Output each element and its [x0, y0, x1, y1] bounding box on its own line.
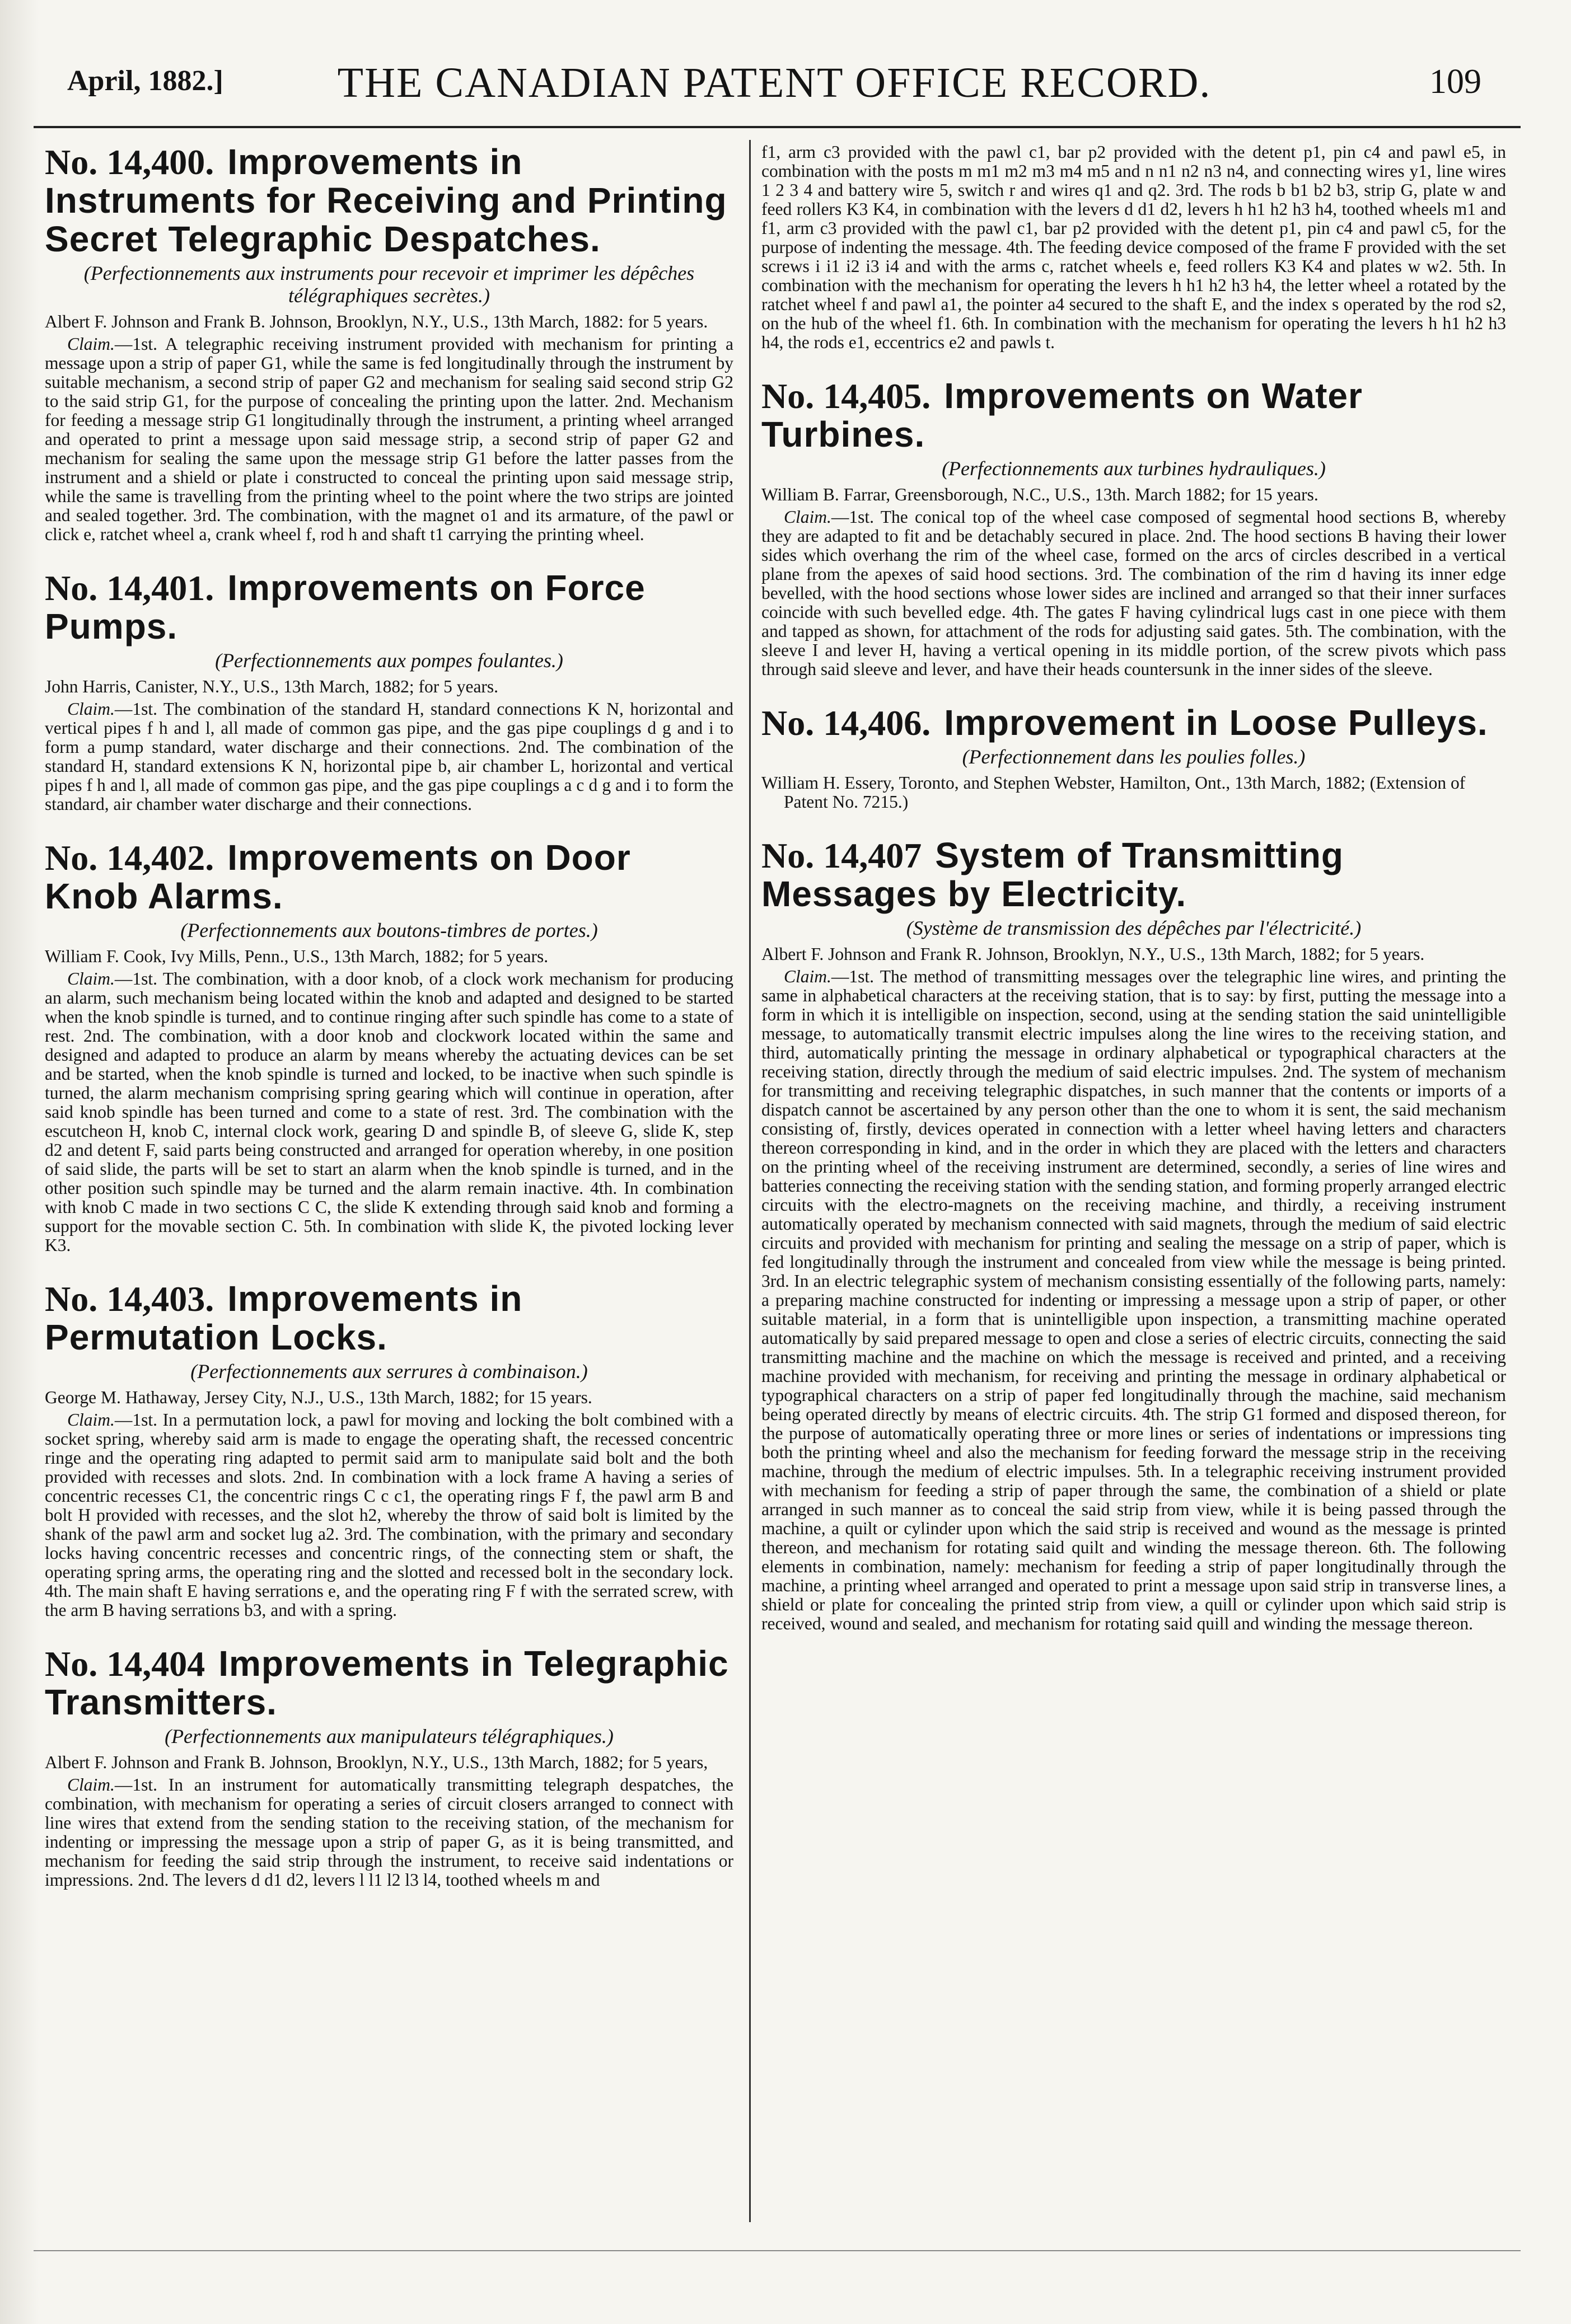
- patent-entry-14403: [45, 1280, 733, 1620]
- claim-label: Claim.: [784, 507, 831, 527]
- claim-body: —1st. In a permutation lock, a pawl for moving and locking the bolt combined with a socket spring, whereby said arm is made to engage the operating shaft, the recessed concentric ringe and the operating ring adapted to permit said arm to manipulate said bolt and the both provided with recesses and slots. 2nd. In combination with a lock frame A having a series of concentric recesses C1, the concentric rings C c c1, the operating rings F f, the pawl arm B and bolt H provided with recesses, and the slot h2, whereby the throw of said bolt is limited by the shank of the pawl arm and socket lug a2. 3rd. The combination, with the primary and secondary locks having concentric recesses and concentric rings, of the connecting stem or shaft, the operating spring arms, the operating ring and the slotted and recessed bolt in the secondary lock. 4th. The main shaft E having serrations e, and the operating ring F f with the serrated screw, with the arm B having serrations b3, and with a spring.: [45, 1410, 733, 1620]
- header-title: THE CANADIAN PATENT OFFICE RECORD.: [337, 59, 1212, 106]
- patent-number: No. 14,406.: [761, 703, 931, 743]
- patent-title: Improvements on Force Pumps.: [45, 568, 646, 646]
- entry-heading: [45, 569, 733, 646]
- french-title: (Perfectionnements aux boutons-timbres de portes.): [180, 919, 598, 941]
- inventors: Albert F. Johnson and Frank B. Johnson, Brooklyn, N.Y., U.S., 13th March, 1882: for 5 years.: [45, 312, 708, 331]
- entry-heading: [45, 1280, 733, 1357]
- patent-title: Improvements on Water Turbines.: [761, 376, 1363, 455]
- claim-body: —1st. In an instrument for automatically transmitting telegraph despatches, the combination, with mechanism for operating a series of circuit closers arranged to connect with line wires that extend from the sending station to the receiving station, of the mechanism for indenting or impressing the message upon a strip of paper G, as it is being transmitted, and mechanism for feeding the said strip through the instrument, to receive said indentations or impressions. 2nd. The levers d d1 d2, levers l l1 l2 l3 l4, toothed wheels m and: [45, 1775, 733, 1890]
- claim-text: [45, 700, 733, 814]
- claim-label: Claim.: [67, 1775, 115, 1794]
- entry-heading: [761, 377, 1506, 454]
- claim-body: —1st. The combination of the standard H, standard connections K N, horizontal and vertical pipes f h and l, all made of common gas pipe, and the gas pipe couplings d g and i to form a pump standard, water discharge and their connections. 2nd. The combination of the standard H, standard extensions K N, horizontal pipe b, air chamber L, horizontal and vertical pipes f h and l, all made of common gas pipe, and the gas pipe couplings a c d g and i to form the standard, air chamber water discharge and their connections.: [45, 699, 733, 814]
- french-title: (Perfectionnements aux pompes foulantes.): [215, 649, 563, 672]
- claim-text: [45, 335, 733, 544]
- patent-entry-14404-continued: [761, 143, 1506, 352]
- claim-label: Claim.: [67, 334, 115, 354]
- patent-title: Improvements in Telegraphic Transmitters.: [45, 1643, 729, 1722]
- column-divider: [749, 140, 751, 2222]
- french-title: (Système de transmission des dépêches par l'électricité.): [906, 917, 1362, 939]
- claim-label: Claim.: [67, 699, 115, 719]
- claim-body: f1, arm c3 provided with the pawl c1, bar p2 provided with the detent p1, pin c4 and pawl e5, in combination with the posts m m1 m2 m3 m4 m5 and n n1 n2 n3 n4, and connecting wires y1, line wires 1 2 3 4 and battery wire 5, switch r and wires q1 and q2. 3rd. The rods b b1 b2 b3, strip G, plate w and feed rollers K3 K4, in combination with the levers d d1 d2, levers h h1 h2 h3 h4, toothed wheels m1 and f1, arm c3 provided with the pawl c1, bar p2 provided with the detent p1, pin c4 and pawl c5, for the purpose of indenting the message. 4th. The feeding device composed of the frame F provided with the set screws i i1 i2 i3 i4 and with the arms c, ratchet wheels e, feed rollers K3 K4 and plates w w2. 5th. In combination with the mechanism for operating the levers h h1 h2 h3 h4, the letter wheel a rotated by the ratchet wheel f and pawl a1, the pointer a4 secured to the shaft E, and the index s operated by the rod s2, on the hub of the wheel f1. 6th. In combination with the mechanism for operating the levers h h1 h2 h3 h4, the rods e1, eccentrics e2 and pawls t.: [761, 142, 1506, 352]
- claim-body: —1st. The combination, with a door knob, of a clock work mechanism for producing an alarm, such mechanism being located within the knob and adapted and designed to be started when the knob spindle is turned, and to continue ringing after such spindle has come to a state of rest. 2nd. The combination, with a door knob and clockwork located within the same and designed and adapted to produce an alarm by means whereby the actuating devices can be set and be started, when the knob spindle is turned and locked, to be inactive when such spindle is turned, the alarm mechanism comprising spring gearing which will continue in operation, after said knob spindle has been turned and come to a state of rest. 3rd. The combination with the escutcheon H, knob C, internal clock work, gearing D and spindle B, of sleeve G, slide K, step d2 and detent F, said parts being constructed and arranged for operation whereby, in one position of said slide, the parts will be set to start an alarm when the knob spindle is turned, and in the other position such spindle may be turned and the alarm remain inactive. 4th. In combination with knob C made in two sections C C, the slide K extending through said knob and forming a support for the movable section C. 5th. In combination with slide K, the pivoted locking lever K3.: [45, 969, 733, 1255]
- entry-heading: [45, 143, 733, 259]
- patent-number: No. 14,405.: [761, 376, 931, 416]
- scan-edge-shadow: [0, 0, 39, 2324]
- header-rule: [34, 126, 1521, 128]
- claim-text: [45, 1775, 733, 1890]
- inventors: Albert F. Johnson and Frank R. Johnson, Brooklyn, N.Y., U.S., 13th March, 1882; for 5 years.: [761, 944, 1425, 964]
- claim-body: —1st. The method of transmitting messages over the telegraphic line wires, and printing the same in alphabetical characters at the receiving station, that is to say: by first, putting the message into a form in which it is intelligible on inspection, second, using at the sending station the said unintelligible message, to automatically transmit electric impulses along the line wires to the receiving station, and third, automatically printing the message in ordinary alphabetical or typographical characters at the receiving station, directly through the medium of said electric impulses. 2nd. The system of mechanism for transmitting and receiving telegraphic dispatches, in such manner that the contents or imports of a dispatch cannot be ascertained by any person other than the one to whom it is sent, the said mechanism consisting of, firstly, devices operated in connection with a letter wheel having letters and characters thereon corresponding in kind, and in the order in which they are placed with the letters and characters on the printing wheel of the receiving instrument are determined, secondly, a series of line wires and batteries connecting the receiving station with the sending station, and forming properly arranged electric circuits with the electro-magnets on the receiving machine, and thirdly, a receiving instrument automatically operated by mechanism connected with said magnets, through the medium of said electric circuits and provided with mechanism for printing and sealing the message on a strip of paper, which is fed longitudinally through the instrument and concealed from view while the message is being printed. 3rd. In an electric telegraphic system of mechanism consisting essentially of the following parts, namely: a preparing machine constructed for indenting or impressing a message upon a strip of paper, or other suitable material, in a form that is unintelligible upon inspection, a transmitting machine operated automatically by said prepared message to open and close a series of electric circuits, connecting the said transmitting machine and the machine on which the message is received and printed, and a receiving machine provided with mechanism, for receiving and printing the message in ordinary alphabetical or typographical characters on a strip of paper fed longitudinally through the machine, said mechanism being operated directly by means of electric circuits. 4th. The strip G1 formed and disposed thereon, for the purpose of automatically operating three or more lines or series of indentations or impressions ting both the printing wheel and also the mechanism for feeding forward the message strip in the receiving machine, through the medium of electric impulses. 5th. In a telegraphic receiving instrument provided with mechanism for feeding a strip of paper through the same, the combination of a shield or plate arranged in such manner as to conceal the said strip from view, while it is being passed through the machine, a quilt or cylinder upon which the said strip is received and wound as the message is printed thereon, and mechanism for rotating said quilt and winding the message thereon. 6th. The following elements in combination, namely: mechanism for feeding a strip of paper longitudinally through the machine, a printing wheel arranged and operated to print a message upon said strip in transverse lines, a shield or plate for concealing the printed strip from view, a quill or cylinder upon which said strip is received, wound and sealed, and mechanism for rotating said quill and winding the message thereon.: [761, 967, 1506, 1633]
- right-column: [761, 143, 1506, 1658]
- claim-label: Claim.: [67, 1410, 115, 1430]
- claim-label: Claim.: [784, 967, 831, 986]
- page-header: [67, 53, 1481, 120]
- claim-text: [45, 969, 733, 1255]
- inventors: William B. Farrar, Greensborough, N.C., U.S., 13th. March 1882; for 15 years.: [761, 485, 1318, 504]
- patent-number: No. 14,403.: [45, 1279, 214, 1319]
- patent-number: No. 14,401.: [45, 568, 214, 608]
- patent-title: Improvements on Door Knob Alarms.: [45, 837, 631, 916]
- bottom-rule: [34, 2250, 1521, 2251]
- inventors: George M. Hathaway, Jersey City, N.J., U.S., 13th March, 1882; for 15 years.: [45, 1388, 592, 1407]
- claim-text: [761, 508, 1506, 679]
- claim-body: —1st. A telegraphic receiving instrument provided with mechanism for printing a message upon a strip of paper G1, while the same is fed longitudinally through the instrument by suitable mechanism, a second strip of paper G2 and mechanism for sealing said second strip G2 to the said strip G1, for the purpose of concealing the printing upon the latter. 2nd. Mechanism for feeding a message strip G1 longitudinally through the instrument, a printing wheel arranged and operated to print a message upon said message strip, a second strip of paper G2 and mechanism for sealing the same upon the message strip G1 before the latter passes from the instrument and a shield or plate i constructed to conceal the printing upon said message strip, while the same is travelling from the printing wheel to the point where the two strips are jointed and sealed together. 3rd. The combination, with the magnet o1 and its armature, of the pawl or click e, ratchet wheel a, crank wheel f, rod h and shaft t1 carrying the printing wheel.: [45, 334, 733, 544]
- entry-heading: [761, 704, 1506, 742]
- header-page-number: 109: [1429, 63, 1481, 101]
- patent-entry-14400: [45, 143, 733, 544]
- patent-entry-14404: [45, 1644, 733, 1890]
- patent-entry-14401: [45, 569, 733, 814]
- patent-number: No. 14,402.: [45, 838, 214, 878]
- patent-entry-14406: [761, 704, 1506, 812]
- patent-number: No. 14,400.: [45, 142, 214, 182]
- french-title: (Perfectionnement dans les poulies folles.): [962, 746, 1306, 768]
- entry-heading: [45, 838, 733, 916]
- french-title: (Perfectionnements aux turbines hydrauliques.): [942, 457, 1326, 480]
- patent-number: No. 14,404: [45, 1644, 205, 1684]
- claim-text: [45, 1411, 733, 1620]
- claim-label: Claim.: [67, 969, 115, 988]
- entry-heading: [761, 836, 1506, 913]
- claim-text: [761, 143, 1506, 352]
- entry-heading: [45, 1644, 733, 1722]
- inventors: William F. Cook, Ivy Mills, Penn., U.S., 13th March, 1882; for 5 years.: [45, 947, 549, 966]
- patent-entry-14407: [761, 836, 1506, 1633]
- header-date: April, 1882.]: [67, 65, 223, 97]
- patent-title: Improvements in Permutation Locks.: [45, 1278, 523, 1357]
- patent-title: Improvement in Loose Pulleys.: [944, 702, 1488, 743]
- french-title: (Perfectionnements aux serrures à combinaison.): [190, 1360, 588, 1383]
- inventors: John Harris, Canister, N.Y., U.S., 13th March, 1882; for 5 years.: [45, 677, 499, 696]
- french-title: (Perfectionnements aux manipulateurs télégraphiques.): [165, 1725, 614, 1747]
- patent-number: No. 14,407: [761, 836, 922, 875]
- claim-body: —1st. The conical top of the wheel case composed of segmental hood sections B, whereby they are adapted to fit and be detachably secured in place. 2nd. The hood sections B having their lower sides which overhang the rim of the wheel case, formed on the arcs of circles described in a vertical plane from the apexes of said hood sections. 3rd. The combination of the rim d having its inner edge bevelled, with the hood sections whose lower sides are inclined and arranged so that their inner surfaces coincide with such bevelled edge. 4th. The gates F having cylindrical lugs cast in one piece with them and tapped as shown, for attachment of the rods for adjusting said gates. 5th. The combination, with the sleeve I and lever H, having a vertical opening in its middle portion, of the screw pivots which pass through said sleeve and lever, and have their heads countersunk in the inner sides of the sleeve.: [761, 507, 1506, 679]
- french-title: (Perfectionnements aux instruments pour recevoir et imprimer les dépêches télégraphiques secrètes.): [83, 262, 695, 307]
- left-column: [45, 143, 733, 1914]
- claim-text: [761, 967, 1506, 1633]
- patent-title: System of Transmitting Messages by Electricity.: [761, 835, 1344, 914]
- inventors: William H. Essery, Toronto, and Stephen Webster, Hamilton, Ont., 13th March, 1882; (Extension of Patent No. 7215.): [761, 773, 1466, 812]
- patent-entry-14405: [761, 377, 1506, 679]
- patent-title: Improvements in Instruments for Receiving and Printing Secret Telegraphic Despatches.: [45, 142, 727, 259]
- inventors: Albert F. Johnson and Frank B. Johnson, Brooklyn, N.Y., U.S., 13th March, 1882; for 5 years,: [45, 1753, 708, 1772]
- patent-entry-14402: [45, 838, 733, 1255]
